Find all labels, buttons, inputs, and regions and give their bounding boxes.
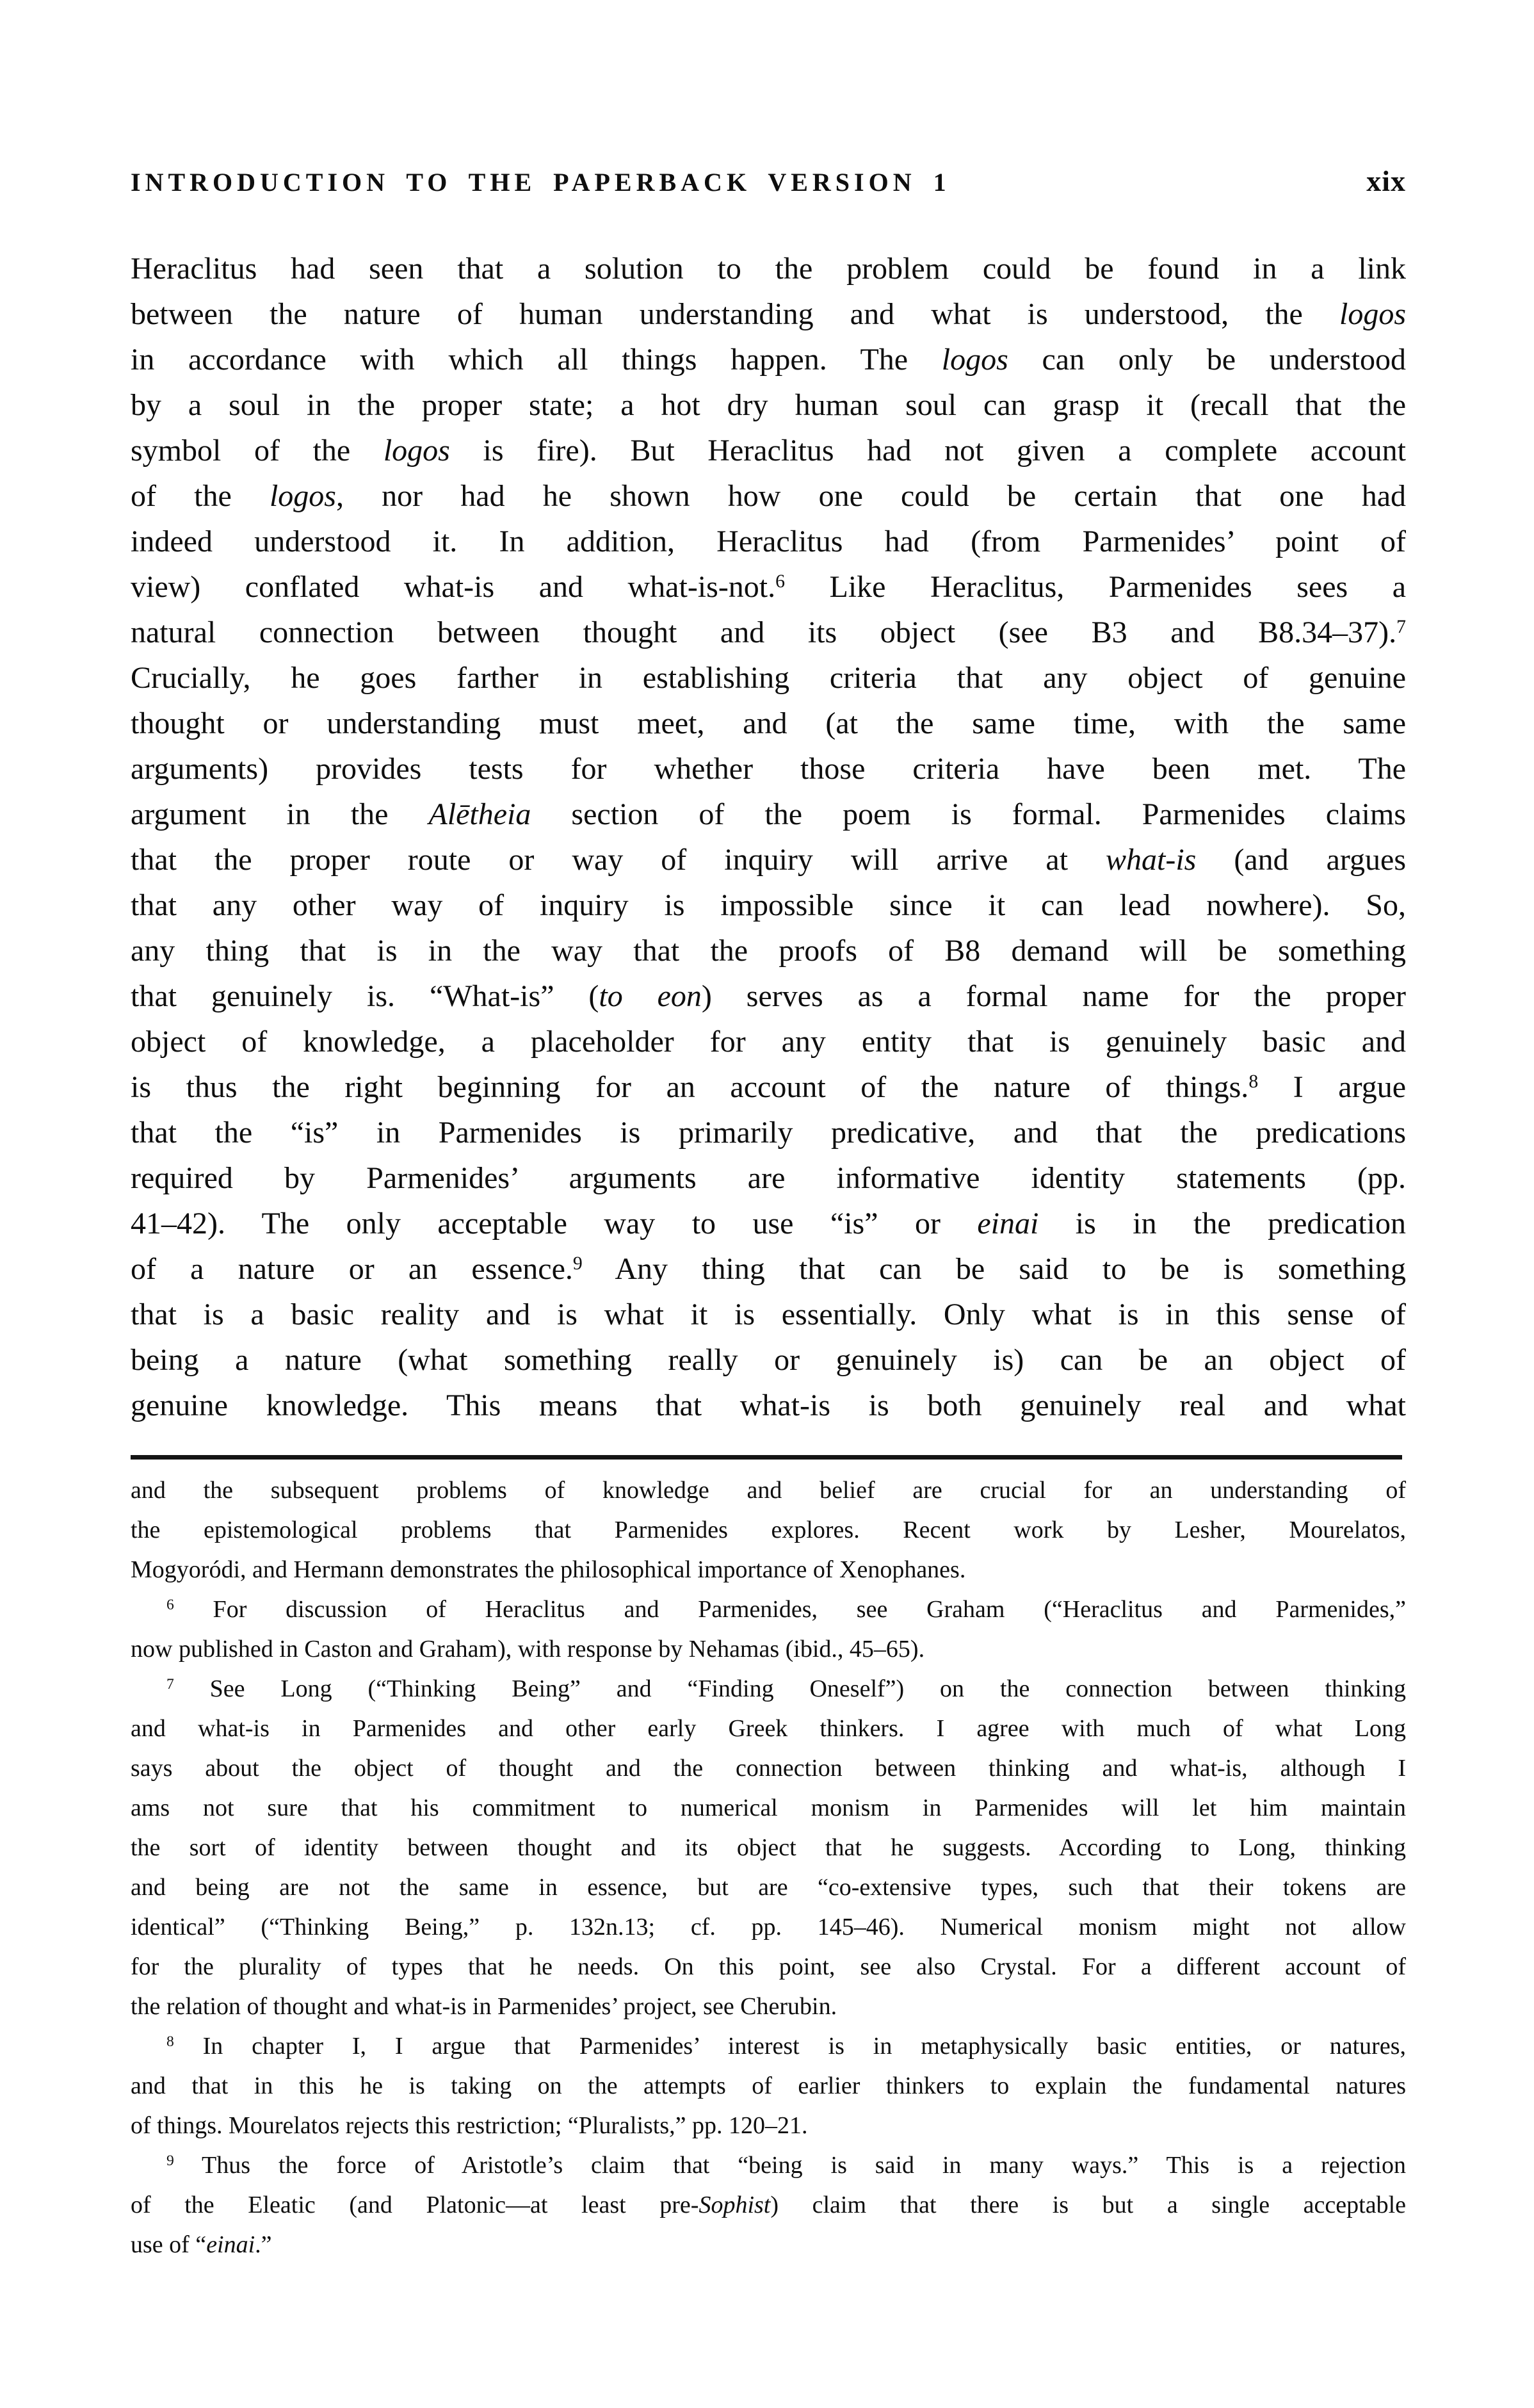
footnote-marker: 7 xyxy=(166,1676,174,1693)
text-line: view) conflated what-is and what-is-not.$^6$ Like Heraclitus, Parmenides sees a xyxy=(131,570,1406,604)
footnote-line: for the plurality of types that he needs. On this point, see also Crystal. For a different account of xyxy=(131,1953,1406,1980)
footnote-line: of things. Mourelatos rejects this restriction; “Pluralists,” pp. 120–21. xyxy=(131,2112,808,2139)
footnote-line: and the subsequent problems of knowledge and belief are crucial for an understanding of xyxy=(131,1477,1406,1504)
footnote-marker: 7 xyxy=(1396,616,1406,638)
text-line: object of knowledge, a placeholder for any entity that is genuinely basic and xyxy=(131,1025,1406,1059)
text-line: Crucially, he goes farther in establishing criteria that any object of genuine xyxy=(131,661,1406,695)
text-line: Heraclitus had seen that a solution to the problem could be found in a link xyxy=(131,252,1406,286)
text-line: 41–42). The only acceptable way to use “is” or einai is in the predication xyxy=(131,1207,1406,1241)
text-line: that genuinely is. “What-is” (to eon) serves as a formal name for the proper xyxy=(131,979,1407,1013)
footnote-line: $^8$ In chapter I, I argue that Parmenides’ interest is in metaphysically basic entities, or natures, xyxy=(166,2033,1406,2060)
footnote-line: ams not sure that his commitment to numerical monism in Parmenides will let him maintain xyxy=(131,1794,1406,1821)
text-line: is thus the right beginning for an account of the nature of things.$^8$ I argue xyxy=(131,1070,1406,1104)
text-line: that any other way of inquiry is impossible since it can lead nowhere). So, xyxy=(131,888,1406,922)
text-line: symbol of the logos is fire). But Heraclitus had not given a complete account xyxy=(131,434,1407,468)
footnote-line: of the Eleatic (and Platonic—at least pre-Sophist) claim that there is but a single acceptable xyxy=(131,2192,1406,2218)
text-line: between the nature of human understanding and what is understood, the logos xyxy=(131,297,1406,331)
footnote-line: and what-is in Parmenides and other early Greek thinkers. I agree with much of what Long xyxy=(131,1715,1406,1742)
text-line: that is a basic reality and is what it is essentially. Only what is in this sense of xyxy=(131,1298,1406,1331)
footnote-marker: 9 xyxy=(572,1253,583,1274)
main-text xyxy=(131,246,1406,1428)
footnote-marker: 6 xyxy=(775,571,786,592)
text-line: natural connection between thought and its object (see B3 and B8.34–37).$^7$ xyxy=(131,615,1406,649)
text-line: indeed understood it. In addition, Heraclitus had (from Parmenides’ point of xyxy=(131,525,1406,558)
text-line: that the “is” in Parmenides is primarily predicative, and that the predications xyxy=(131,1116,1406,1150)
footnote-line: identical” (“Thinking Being,” p. 132n.13; cf. pp. 145–46). Numerical monism might not allow xyxy=(131,1914,1406,1940)
text-line: in accordance with which all things happen. The logos can only be understood xyxy=(131,343,1406,377)
footnote-line: the epistemological problems that Parmenides explores. Recent work by Lesher, Mourelatos, xyxy=(131,1517,1406,1543)
text-line: thought or understanding must meet, and (at the same time, with the same xyxy=(131,706,1406,740)
footnote-marker: 6 xyxy=(166,1597,174,1614)
footnote-line: the sort of identity between thought and its object that he suggests. According to Long, thinking xyxy=(131,1834,1406,1861)
page-number: xix xyxy=(1366,165,1406,197)
running-head xyxy=(131,164,1406,198)
text-line: being a nature (what something really or genuinely is) can be an object of xyxy=(131,1343,1406,1377)
text-line: required by Parmenides’ arguments are informative identity statements (pp. xyxy=(131,1161,1406,1195)
footnote-line: says about the object of thought and the connection between thinking and what-is, although I xyxy=(131,1755,1406,1782)
footnote-marker: 9 xyxy=(166,2152,174,2170)
footnote-line: the relation of thought and what-is in Parmenides’ project, see Cherubin. xyxy=(131,1993,837,2020)
running-head-title: INTRODUCTION TO THE PAPERBACK VERSION 1 xyxy=(131,168,951,197)
footnote-line: now published in Caston and Graham), with response by Nehamas (ibid., 45–65). xyxy=(131,1636,925,1663)
footnotes xyxy=(131,1470,1406,2265)
footnote-line: $^9$ Thus the force of Aristotle’s claim that “being is said in many ways.” This is a rejection xyxy=(166,2152,1406,2179)
footnote-divider xyxy=(131,1455,1402,1460)
footnote-line: use of “einai.” xyxy=(131,2231,272,2258)
footnote-line: $^7$ See Long (“Thinking Being” and “Finding Oneself”) on the connection between thinking xyxy=(166,1675,1406,1702)
footnote-line: $^6$ For discussion of Heraclitus and Parmenides, see Graham (“Heraclitus and Parmenides,” xyxy=(166,1596,1406,1623)
text-line: arguments) provides tests for whether those criteria have been met. The xyxy=(131,752,1406,786)
footnote-line: Mogyoródi, and Hermann demonstrates the philosophical importance of Xenophanes. xyxy=(131,1556,966,1583)
text-line: by a soul in the proper state; a hot dry human soul can grasp it (recall that the xyxy=(131,388,1406,422)
footnote-line: and that in this he is taking on the attempts of earlier thinkers to explain the fundamental natures xyxy=(131,2072,1406,2099)
text-line: of a nature or an essence.$^9$ Any thing that can be said to be is something xyxy=(131,1252,1406,1286)
text-line: of the logos, nor had he shown how one could be certain that one had xyxy=(131,479,1407,513)
footnote-marker: 8 xyxy=(1248,1071,1259,1093)
footnote-line: and being are not the same in essence, but are “co-extensive types, such that their tokens are xyxy=(131,1874,1406,1901)
text-line: any thing that is in the way that the proofs of B8 demand will be something xyxy=(131,934,1406,968)
text-line: argument in the Alētheia section of the poem is formal. Parmenides claims xyxy=(131,797,1407,831)
text-line: that the proper route or way of inquiry will arrive at what-is (and argues xyxy=(131,843,1406,877)
footnote-marker: 8 xyxy=(166,2033,174,2051)
text-line: genuine knowledge. This means that what-is is both genuinely real and what xyxy=(131,1388,1406,1422)
